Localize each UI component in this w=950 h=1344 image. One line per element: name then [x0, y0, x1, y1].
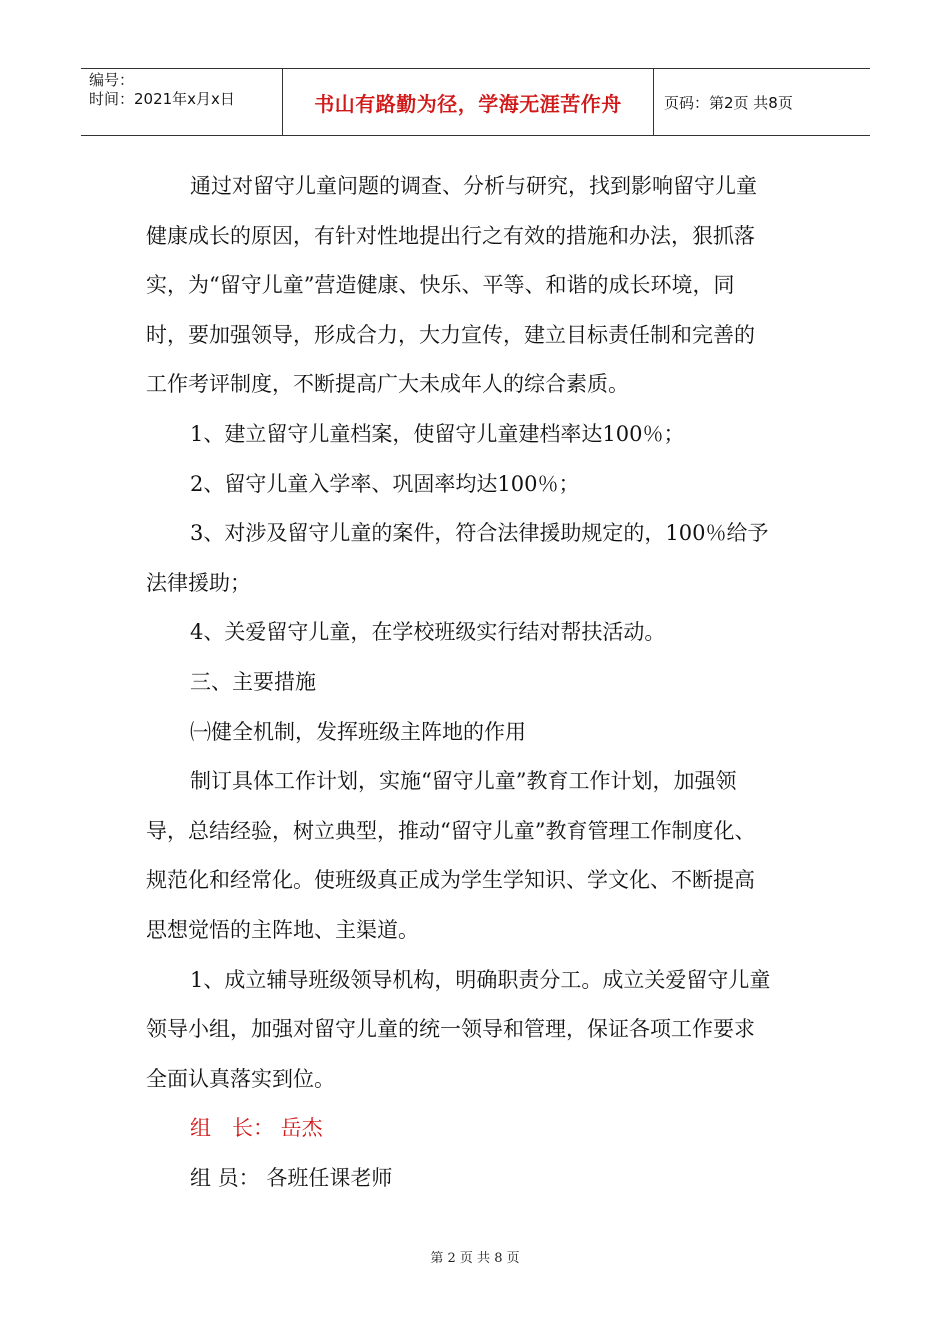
body-line: 2、留守儿童入学率、巩固率均达100％； — [190, 471, 580, 496]
section-heading: 三、主要措施 — [190, 669, 316, 694]
page-footer — [0, 1247, 950, 1266]
time-label: 时间：2021年x月x日 — [89, 90, 235, 108]
body-line: 通过对留守儿童问题的调查、分析与研究，找到影响留守儿童 — [190, 174, 757, 198]
leader-line: 组 长： 岳杰 — [190, 1116, 323, 1141]
body-line: 制订具体工作计划，实施“留守儿童”教育工作计划，加强领 — [190, 769, 737, 794]
header-meta-cell — [81, 69, 283, 135]
body-line: 法律援助； — [146, 570, 251, 595]
body-line: 领导小组，加强对留守儿童的统一领导和管理，保证各项工作要求 — [146, 1017, 755, 1042]
subsection-heading: ㈠健全机制，发挥班级主阵地的作用 — [190, 719, 526, 744]
motto-text: 书山有路勤为径，学海无涯苦作舟 — [314, 91, 622, 116]
header-motto-cell — [283, 69, 654, 135]
body-line: 思想觉悟的主阵地、主渠道。 — [146, 917, 419, 942]
header-table — [81, 68, 870, 136]
body-line: 4、关爱留守儿童，在学校班级实行结对帮扶活动。 — [190, 620, 666, 645]
footer-page-number: 第 2 页 共 8 页 — [430, 1251, 520, 1266]
document-body — [146, 162, 810, 1203]
header-page-cell — [654, 69, 870, 135]
body-line: 1、成立辅导班级领导机构，明确职责分工。成立关爱留守儿童 — [190, 967, 771, 992]
body-line: 导，总结经验，树立典型，推动“留守儿童”教育管理工作制度化、 — [146, 818, 756, 843]
header-page-info: 页码：第2页 共8页 — [664, 93, 793, 112]
body-line: 规范化和经常化。使班级真正成为学生学知识、学文化、不断提高 — [146, 868, 755, 893]
member-line: 组 员： 各班任课老师 — [190, 1165, 393, 1190]
body-line: 实，为“留守儿童”营造健康、快乐、平等、和谐的成长环境，同 — [146, 273, 735, 298]
body-line: 1、建立留守儿童档案，使留守儿童建档率达100％； — [190, 421, 685, 446]
body-line: 工作考评制度，不断提高广大未成年人的综合素质。 — [146, 372, 629, 397]
body-line: 时，要加强领导，形成合力，大力宣传，建立目标责任制和完善的 — [146, 322, 755, 347]
serial-label: 编号： — [89, 71, 135, 89]
body-line: 全面认真落实到位。 — [146, 1066, 335, 1091]
body-line: 健康成长的原因，有针对性地提出行之有效的措施和办法，狠抓落 — [146, 223, 755, 248]
body-line: 3、对涉及留守儿童的案件，符合法律援助规定的，100％给予 — [190, 521, 769, 546]
